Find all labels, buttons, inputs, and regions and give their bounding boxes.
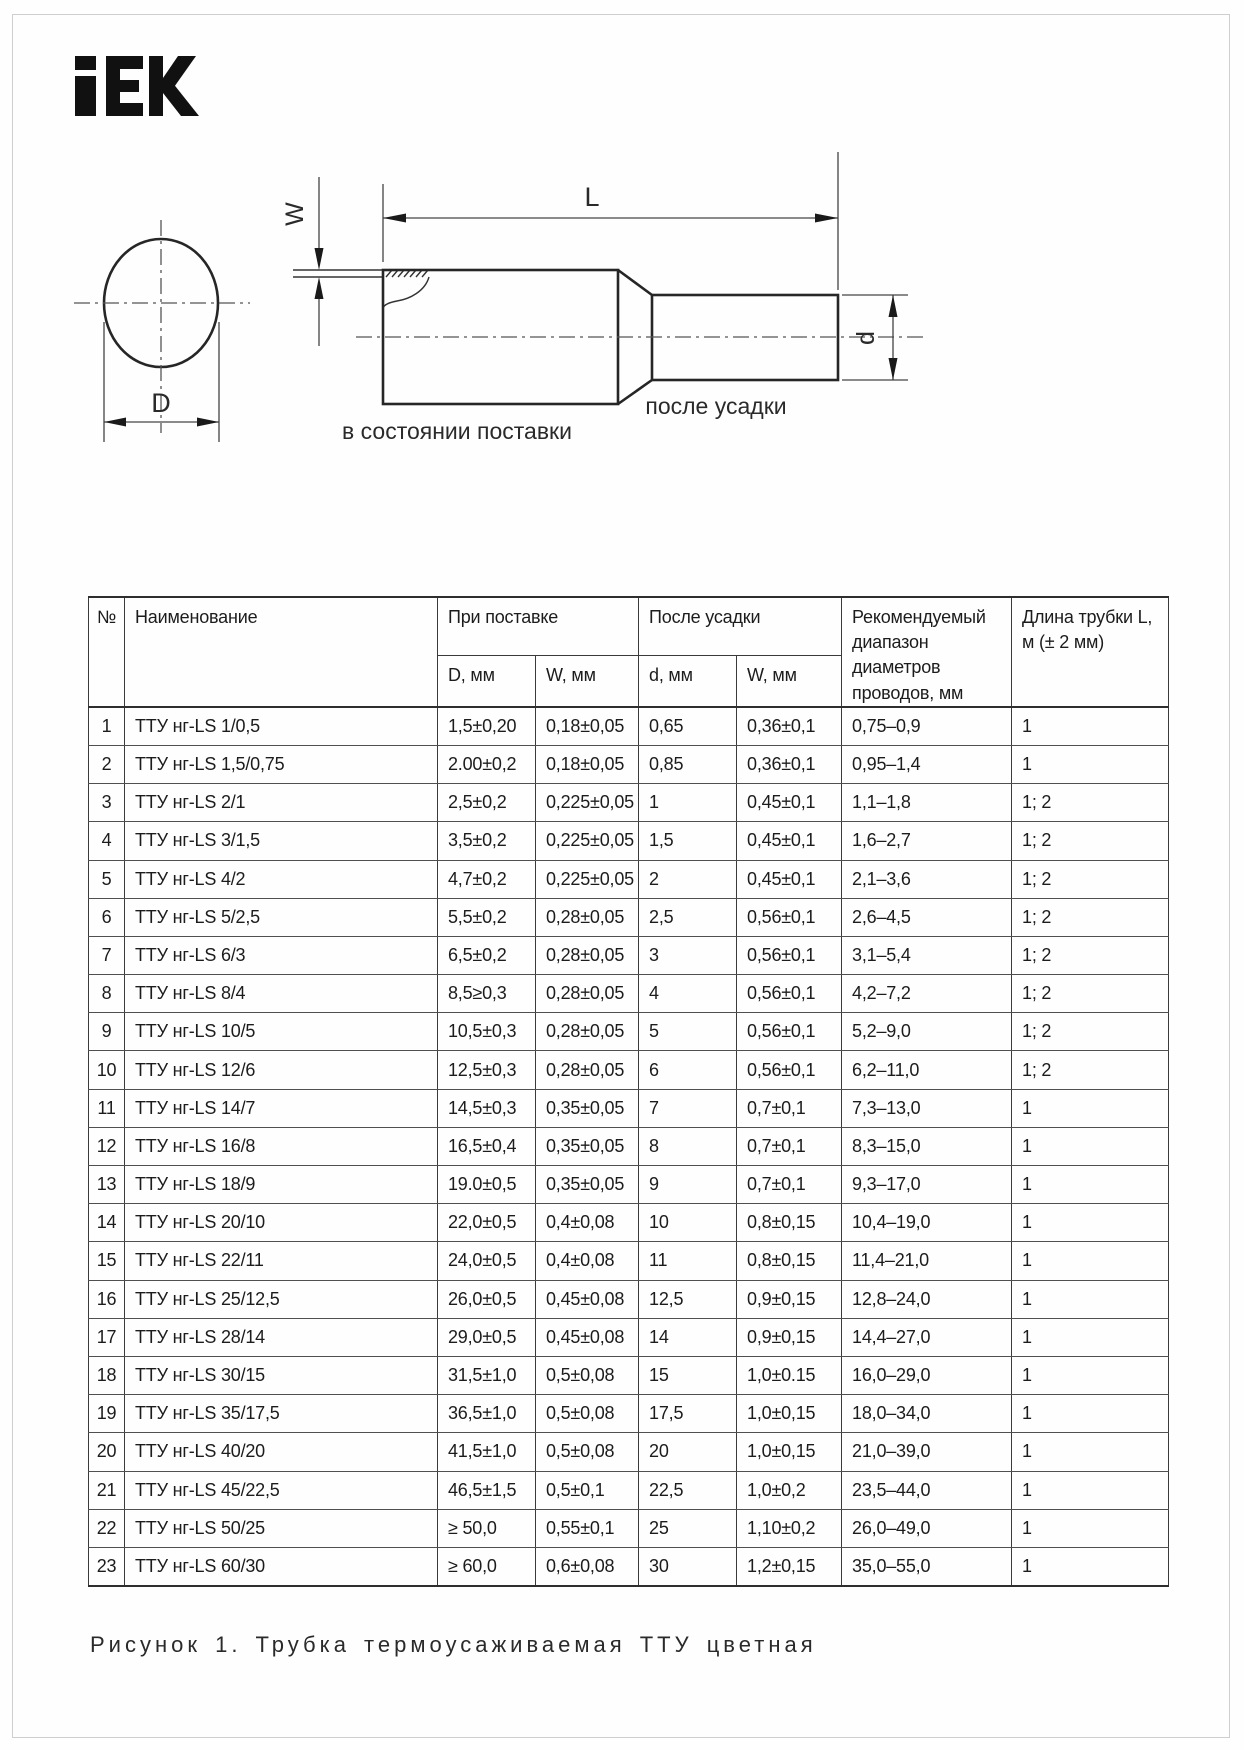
cell-shrunk-wall: 0,8±0,15 <box>737 1204 842 1242</box>
cell-supply-diameter: 12,5±0,3 <box>438 1051 536 1089</box>
table-row <box>89 1242 1169 1280</box>
table-row <box>89 898 1169 936</box>
cell-num: 15 <box>89 1242 125 1280</box>
dim-label-L: L <box>584 182 600 212</box>
cell-wire-range: 16,0–29,0 <box>842 1356 1012 1394</box>
cell-name: ТТУ нг-LS 3/1,5 <box>125 822 438 860</box>
cell-supply-wall: 0,35±0,05 <box>536 1089 639 1127</box>
cell-shrunk-wall: 0,36±0,1 <box>737 745 842 783</box>
cell-shrunk-diameter: 22,5 <box>639 1471 737 1509</box>
dim-label-d: d <box>852 331 880 345</box>
cell-length: 1 <box>1012 1089 1169 1127</box>
cell-shrunk-wall: 0,36±0,1 <box>737 707 842 746</box>
dim-label-D: D <box>151 388 171 418</box>
cell-supply-wall: 0,4±0,08 <box>536 1242 639 1280</box>
cell-length: 1 <box>1012 707 1169 746</box>
cell-name: ТТУ нг-LS 12/6 <box>125 1051 438 1089</box>
header-supply-D: D, мм <box>438 655 536 707</box>
cell-shrunk-diameter: 30 <box>639 1547 737 1586</box>
cell-supply-diameter: 16,5±0,4 <box>438 1127 536 1165</box>
cell-length: 1 <box>1012 1318 1169 1356</box>
cell-supply-wall: 0,5±0,08 <box>536 1395 639 1433</box>
table-row <box>89 745 1169 783</box>
cell-supply-diameter: 10,5±0,3 <box>438 1013 536 1051</box>
cell-length: 1; 2 <box>1012 898 1169 936</box>
cell-shrunk-diameter: 5 <box>639 1013 737 1051</box>
cell-wire-range: 1,6–2,7 <box>842 822 1012 860</box>
cell-length: 1; 2 <box>1012 1013 1169 1051</box>
cell-shrunk-wall: 1,0±0.15 <box>737 1356 842 1394</box>
cell-num: 19 <box>89 1395 125 1433</box>
cell-name: ТТУ нг-LS 20/10 <box>125 1204 438 1242</box>
cell-name: ТТУ нг-LS 1/0,5 <box>125 707 438 746</box>
label-supply-state: в состоянии поставки <box>342 418 572 444</box>
cell-shrunk-diameter: 8 <box>639 1127 737 1165</box>
cell-length: 1; 2 <box>1012 784 1169 822</box>
cell-shrunk-diameter: 17,5 <box>639 1395 737 1433</box>
cell-length: 1 <box>1012 1509 1169 1547</box>
cell-length: 1 <box>1012 1127 1169 1165</box>
cell-shrunk-diameter: 14 <box>639 1318 737 1356</box>
table-row <box>89 1127 1169 1165</box>
cell-length: 1 <box>1012 1204 1169 1242</box>
cell-wire-range: 5,2–9,0 <box>842 1013 1012 1051</box>
cell-supply-diameter: 8,5≥0,3 <box>438 975 536 1013</box>
cell-shrunk-diameter: 4 <box>639 975 737 1013</box>
header-supply-group: При поставке <box>438 597 639 655</box>
table-row <box>89 1395 1169 1433</box>
header-shrunk-d: d, мм <box>639 655 737 707</box>
header-name: Наименование <box>125 597 438 707</box>
cell-wire-range: 0,95–1,4 <box>842 745 1012 783</box>
cell-wire-range: 9,3–17,0 <box>842 1166 1012 1204</box>
cell-supply-wall: 0,45±0,08 <box>536 1280 639 1318</box>
table-row <box>89 1547 1169 1586</box>
cell-supply-diameter: ≥ 50,0 <box>438 1509 536 1547</box>
spec-table <box>88 596 1169 1587</box>
cell-num: 6 <box>89 898 125 936</box>
cell-name: ТТУ нг-LS 16/8 <box>125 1127 438 1165</box>
table-row <box>89 1433 1169 1471</box>
cell-supply-diameter: 19.0±0,5 <box>438 1166 536 1204</box>
cell-num: 10 <box>89 1051 125 1089</box>
cell-name: ТТУ нг-LS 25/12,5 <box>125 1280 438 1318</box>
cell-shrunk-wall: 0,56±0,1 <box>737 898 842 936</box>
cell-shrunk-wall: 1,0±0,2 <box>737 1471 842 1509</box>
cell-supply-diameter: 6,5±0,2 <box>438 936 536 974</box>
cell-length: 1; 2 <box>1012 975 1169 1013</box>
cell-wire-range: 0,75–0,9 <box>842 707 1012 746</box>
dim-label-W: W <box>281 202 309 226</box>
header-shrunk-group: После усадки <box>639 597 842 655</box>
cell-shrunk-diameter: 20 <box>639 1433 737 1471</box>
cell-supply-wall: 0,225±0,05 <box>536 822 639 860</box>
table-row <box>89 1166 1169 1204</box>
cell-shrunk-diameter: 1,5 <box>639 822 737 860</box>
cell-shrunk-diameter: 2,5 <box>639 898 737 936</box>
cell-shrunk-diameter: 15 <box>639 1356 737 1394</box>
cell-wire-range: 1,1–1,8 <box>842 784 1012 822</box>
cell-length: 1 <box>1012 1356 1169 1394</box>
cell-num: 1 <box>89 707 125 746</box>
cell-name: ТТУ нг-LS 22/11 <box>125 1242 438 1280</box>
cell-supply-wall: 0,5±0,08 <box>536 1356 639 1394</box>
cell-shrunk-wall: 0,45±0,1 <box>737 860 842 898</box>
cell-name: ТТУ нг-LS 10/5 <box>125 1013 438 1051</box>
table-row <box>89 1089 1169 1127</box>
cell-supply-wall: 0,28±0,05 <box>536 1051 639 1089</box>
header-shrunk-W: W, мм <box>737 655 842 707</box>
header-length: Длина трубки L, м (± 2 мм) <box>1012 597 1169 707</box>
cell-name: ТТУ нг-LS 2/1 <box>125 784 438 822</box>
cell-shrunk-wall: 0,45±0,1 <box>737 822 842 860</box>
cell-num: 23 <box>89 1547 125 1586</box>
spec-table-header <box>89 597 1169 707</box>
cell-wire-range: 14,4–27,0 <box>842 1318 1012 1356</box>
cell-shrunk-wall: 1,10±0,2 <box>737 1509 842 1547</box>
cell-wire-range: 2,1–3,6 <box>842 860 1012 898</box>
cell-num: 5 <box>89 860 125 898</box>
cell-supply-wall: 0,225±0,05 <box>536 860 639 898</box>
table-row <box>89 784 1169 822</box>
cell-num: 7 <box>89 936 125 974</box>
cell-supply-diameter: 2,5±0,2 <box>438 784 536 822</box>
cell-supply-diameter: 31,5±1,0 <box>438 1356 536 1394</box>
iek-logo <box>75 56 199 116</box>
table-row <box>89 860 1169 898</box>
cell-shrunk-wall: 0,56±0,1 <box>737 936 842 974</box>
cell-length: 1 <box>1012 1471 1169 1509</box>
cell-name: ТТУ нг-LS 14/7 <box>125 1089 438 1127</box>
header-wire-range: Рекомендуемый диапазон диаметров проводов, мм <box>842 597 1012 707</box>
cell-wire-range: 12,8–24,0 <box>842 1280 1012 1318</box>
header-supply-W: W, мм <box>536 655 639 707</box>
cell-wire-range: 4,2–7,2 <box>842 975 1012 1013</box>
cell-name: ТТУ нг-LS 8/4 <box>125 975 438 1013</box>
cell-length: 1 <box>1012 1395 1169 1433</box>
spec-table-body <box>89 707 1169 1586</box>
cell-name: ТТУ нг-LS 40/20 <box>125 1433 438 1471</box>
cell-wire-range: 26,0–49,0 <box>842 1509 1012 1547</box>
cell-name: ТТУ нг-LS 5/2,5 <box>125 898 438 936</box>
cell-length: 1 <box>1012 1547 1169 1586</box>
cell-wire-range: 23,5–44,0 <box>842 1471 1012 1509</box>
cell-shrunk-wall: 0,56±0,1 <box>737 1013 842 1051</box>
cell-shrunk-wall: 0,7±0,1 <box>737 1166 842 1204</box>
cell-name: ТТУ нг-LS 30/15 <box>125 1356 438 1394</box>
cell-length: 1 <box>1012 1433 1169 1471</box>
cell-supply-wall: 0,35±0,05 <box>536 1127 639 1165</box>
cell-name: ТТУ нг-LS 35/17,5 <box>125 1395 438 1433</box>
cell-length: 1 <box>1012 1242 1169 1280</box>
cell-num: 20 <box>89 1433 125 1471</box>
cell-length: 1 <box>1012 1280 1169 1318</box>
cell-wire-range: 7,3–13,0 <box>842 1089 1012 1127</box>
cell-shrunk-diameter: 12,5 <box>639 1280 737 1318</box>
cell-supply-wall: 0,18±0,05 <box>536 707 639 746</box>
cell-name: ТТУ нг-LS 1,5/0,75 <box>125 745 438 783</box>
cell-shrunk-wall: 0,45±0,1 <box>737 784 842 822</box>
cell-supply-wall: 0,4±0,08 <box>536 1204 639 1242</box>
cell-num: 16 <box>89 1280 125 1318</box>
cell-name: ТТУ нг-LS 28/14 <box>125 1318 438 1356</box>
cell-shrunk-wall: 0,56±0,1 <box>737 975 842 1013</box>
cell-shrunk-wall: 1,2±0,15 <box>737 1547 842 1586</box>
cell-length: 1; 2 <box>1012 936 1169 974</box>
cell-wire-range: 8,3–15,0 <box>842 1127 1012 1165</box>
cell-supply-wall: 0,18±0,05 <box>536 745 639 783</box>
cell-shrunk-diameter: 9 <box>639 1166 737 1204</box>
cell-num: 18 <box>89 1356 125 1394</box>
cell-wire-range: 21,0–39,0 <box>842 1433 1012 1471</box>
cell-num: 8 <box>89 975 125 1013</box>
cell-supply-diameter: 1,5±0,20 <box>438 707 536 746</box>
cell-supply-wall: 0,28±0,05 <box>536 975 639 1013</box>
cell-supply-diameter: 36,5±1,0 <box>438 1395 536 1433</box>
cell-supply-diameter: 26,0±0,5 <box>438 1280 536 1318</box>
cell-supply-diameter: 4,7±0,2 <box>438 860 536 898</box>
cell-supply-diameter: 2.00±0,2 <box>438 745 536 783</box>
cell-supply-diameter: 5,5±0,2 <box>438 898 536 936</box>
cell-wire-range: 3,1–5,4 <box>842 936 1012 974</box>
cell-supply-wall: 0,28±0,05 <box>536 898 639 936</box>
cell-num: 17 <box>89 1318 125 1356</box>
cell-num: 11 <box>89 1089 125 1127</box>
cell-wire-range: 10,4–19,0 <box>842 1204 1012 1242</box>
cell-length: 1; 2 <box>1012 860 1169 898</box>
table-row <box>89 936 1169 974</box>
cell-length: 1 <box>1012 745 1169 783</box>
cell-shrunk-diameter: 11 <box>639 1242 737 1280</box>
cell-supply-diameter: 14,5±0,3 <box>438 1089 536 1127</box>
cell-shrunk-diameter: 3 <box>639 936 737 974</box>
table-row <box>89 1013 1169 1051</box>
table-row <box>89 1280 1169 1318</box>
cell-supply-diameter: 22,0±0,5 <box>438 1204 536 1242</box>
cell-shrunk-wall: 0,8±0,15 <box>737 1242 842 1280</box>
table-row <box>89 707 1169 746</box>
cell-length: 1; 2 <box>1012 1051 1169 1089</box>
cell-supply-wall: 0,28±0,05 <box>536 936 639 974</box>
cell-name: ТТУ нг-LS 60/30 <box>125 1547 438 1586</box>
cell-shrunk-wall: 0,7±0,1 <box>737 1089 842 1127</box>
cell-shrunk-wall: 0,9±0,15 <box>737 1280 842 1318</box>
cell-num: 12 <box>89 1127 125 1165</box>
cell-shrunk-wall: 0,7±0,1 <box>737 1127 842 1165</box>
table-row <box>89 1356 1169 1394</box>
table-row <box>89 1471 1169 1509</box>
table-row <box>89 1318 1169 1356</box>
cell-supply-wall: 0,6±0,08 <box>536 1547 639 1586</box>
cell-length: 1; 2 <box>1012 822 1169 860</box>
cell-num: 22 <box>89 1509 125 1547</box>
cell-supply-wall: 0,225±0,05 <box>536 784 639 822</box>
cell-num: 13 <box>89 1166 125 1204</box>
cell-shrunk-diameter: 10 <box>639 1204 737 1242</box>
cell-supply-diameter: 3,5±0,2 <box>438 822 536 860</box>
cell-supply-diameter: ≥ 60,0 <box>438 1547 536 1586</box>
cell-length: 1 <box>1012 1166 1169 1204</box>
table-row <box>89 822 1169 860</box>
cell-name: ТТУ нг-LS 50/25 <box>125 1509 438 1547</box>
cell-shrunk-wall: 0,56±0,1 <box>737 1051 842 1089</box>
cell-supply-wall: 0,55±0,1 <box>536 1509 639 1547</box>
cell-num: 21 <box>89 1471 125 1509</box>
cell-supply-wall: 0,45±0,08 <box>536 1318 639 1356</box>
cell-num: 14 <box>89 1204 125 1242</box>
cell-name: ТТУ нг-LS 18/9 <box>125 1166 438 1204</box>
tube-drawing <box>0 150 1244 495</box>
table-row <box>89 1051 1169 1089</box>
cell-shrunk-wall: 1,0±0,15 <box>737 1395 842 1433</box>
cell-wire-range: 35,0–55,0 <box>842 1547 1012 1586</box>
cell-shrunk-diameter: 7 <box>639 1089 737 1127</box>
cell-shrunk-diameter: 2 <box>639 860 737 898</box>
cell-supply-wall: 0,28±0,05 <box>536 1013 639 1051</box>
cell-shrunk-diameter: 0,85 <box>639 745 737 783</box>
cell-num: 3 <box>89 784 125 822</box>
cell-shrunk-diameter: 0,65 <box>639 707 737 746</box>
table-row <box>89 975 1169 1013</box>
label-after-shrink: после усадки <box>645 393 787 419</box>
cell-shrunk-wall: 1,0±0,15 <box>737 1433 842 1471</box>
cell-supply-wall: 0,5±0,08 <box>536 1433 639 1471</box>
cell-shrunk-diameter: 1 <box>639 784 737 822</box>
cell-supply-diameter: 29,0±0,5 <box>438 1318 536 1356</box>
cell-num: 4 <box>89 822 125 860</box>
table-row <box>89 1204 1169 1242</box>
cell-wire-range: 11,4–21,0 <box>842 1242 1012 1280</box>
cell-wire-range: 18,0–34,0 <box>842 1395 1012 1433</box>
header-num: № <box>89 597 125 707</box>
cell-name: ТТУ нг-LS 4/2 <box>125 860 438 898</box>
cell-shrunk-diameter: 6 <box>639 1051 737 1089</box>
cell-supply-wall: 0,35±0,05 <box>536 1166 639 1204</box>
cell-supply-diameter: 24,0±0,5 <box>438 1242 536 1280</box>
cell-name: ТТУ нг-LS 6/3 <box>125 936 438 974</box>
cell-supply-wall: 0,5±0,1 <box>536 1471 639 1509</box>
cell-num: 9 <box>89 1013 125 1051</box>
table-row <box>89 1509 1169 1547</box>
figure-caption: Рисунок 1. Трубка термоусаживаемая ТТУ цветная <box>90 1632 817 1657</box>
cell-wire-range: 2,6–4,5 <box>842 898 1012 936</box>
cell-name: ТТУ нг-LS 45/22,5 <box>125 1471 438 1509</box>
cell-wire-range: 6,2–11,0 <box>842 1051 1012 1089</box>
cell-num: 2 <box>89 745 125 783</box>
cell-shrunk-wall: 0,9±0,15 <box>737 1318 842 1356</box>
cell-supply-diameter: 46,5±1,5 <box>438 1471 536 1509</box>
cell-shrunk-diameter: 25 <box>639 1509 737 1547</box>
cell-supply-diameter: 41,5±1,0 <box>438 1433 536 1471</box>
